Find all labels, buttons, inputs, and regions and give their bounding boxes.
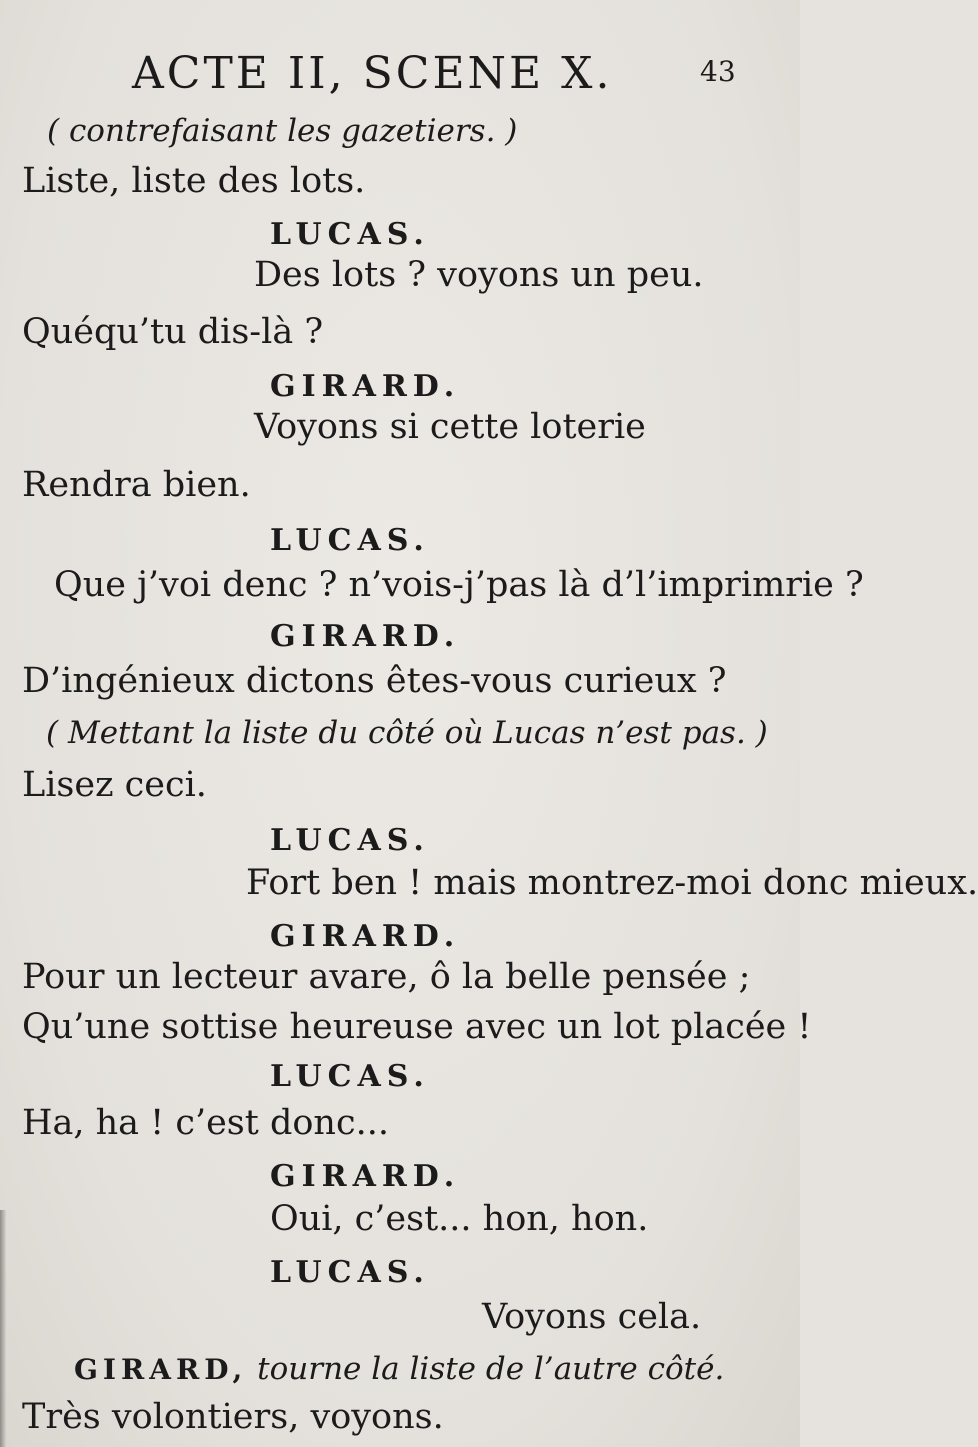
- verse-line: Lisez ceci.: [22, 765, 207, 805]
- verse-line: Pour un lecteur avare, ô la belle pensée ;: [22, 957, 751, 997]
- speaker-name: GIRARD.: [270, 919, 461, 954]
- page-header: ACTE II, SCENE X.: [132, 48, 613, 99]
- stage-direction: ( Mettant la liste du côté où Lucas n’est pas. ): [46, 715, 768, 751]
- speaker-name: LUCAS.: [270, 217, 430, 252]
- verse-line: Quéqu’tu dis-là ?: [22, 312, 324, 352]
- speaker-name: LUCAS.: [270, 523, 430, 558]
- speaker-name: LUCAS.: [270, 1059, 430, 1094]
- speaker-name: GIRARD.: [270, 619, 461, 654]
- stage-direction: ( contrefaisant les gazetiers. ): [47, 113, 518, 149]
- verse-line: Oui, c’est... hon, hon.: [270, 1199, 649, 1239]
- page-number: 43: [700, 55, 736, 88]
- verse-line: Liste, liste des lots.: [22, 161, 366, 201]
- speaker-name: LUCAS.: [270, 1255, 430, 1290]
- verse-line: Fort ben ! mais montrez-moi donc mieux.: [246, 863, 978, 903]
- verse-line: D’ingénieux dictons êtes-vous curieux ?: [22, 661, 727, 701]
- page-edge-shadow: [0, 1210, 6, 1447]
- verse-line: Que j’voi denc ? n’vois-j’pas là d’l’imprimrie ?: [54, 565, 864, 605]
- speaker-name: GIRARD.: [270, 1159, 461, 1194]
- verse-line: Voyons cela.: [482, 1297, 702, 1337]
- verse-line: Des lots ? voyons un peu.: [254, 255, 704, 295]
- verse-line: Voyons si cette loterie: [254, 407, 646, 447]
- direction-text: tourne la liste de l’autre côté.: [247, 1351, 725, 1387]
- stage-direction: [74, 1351, 725, 1387]
- speaker-name: GIRARD,: [74, 1353, 248, 1386]
- verse-line: Ha, ha ! c’est donc...: [22, 1103, 389, 1143]
- speaker-name: GIRARD.: [270, 369, 461, 404]
- verse-line: Rendra bien.: [22, 465, 251, 505]
- speaker-name: LUCAS.: [270, 823, 430, 858]
- verse-line: Qu’une sottise heureuse avec un lot placée !: [22, 1007, 812, 1047]
- verse-line: Très volontiers, voyons.: [22, 1397, 444, 1437]
